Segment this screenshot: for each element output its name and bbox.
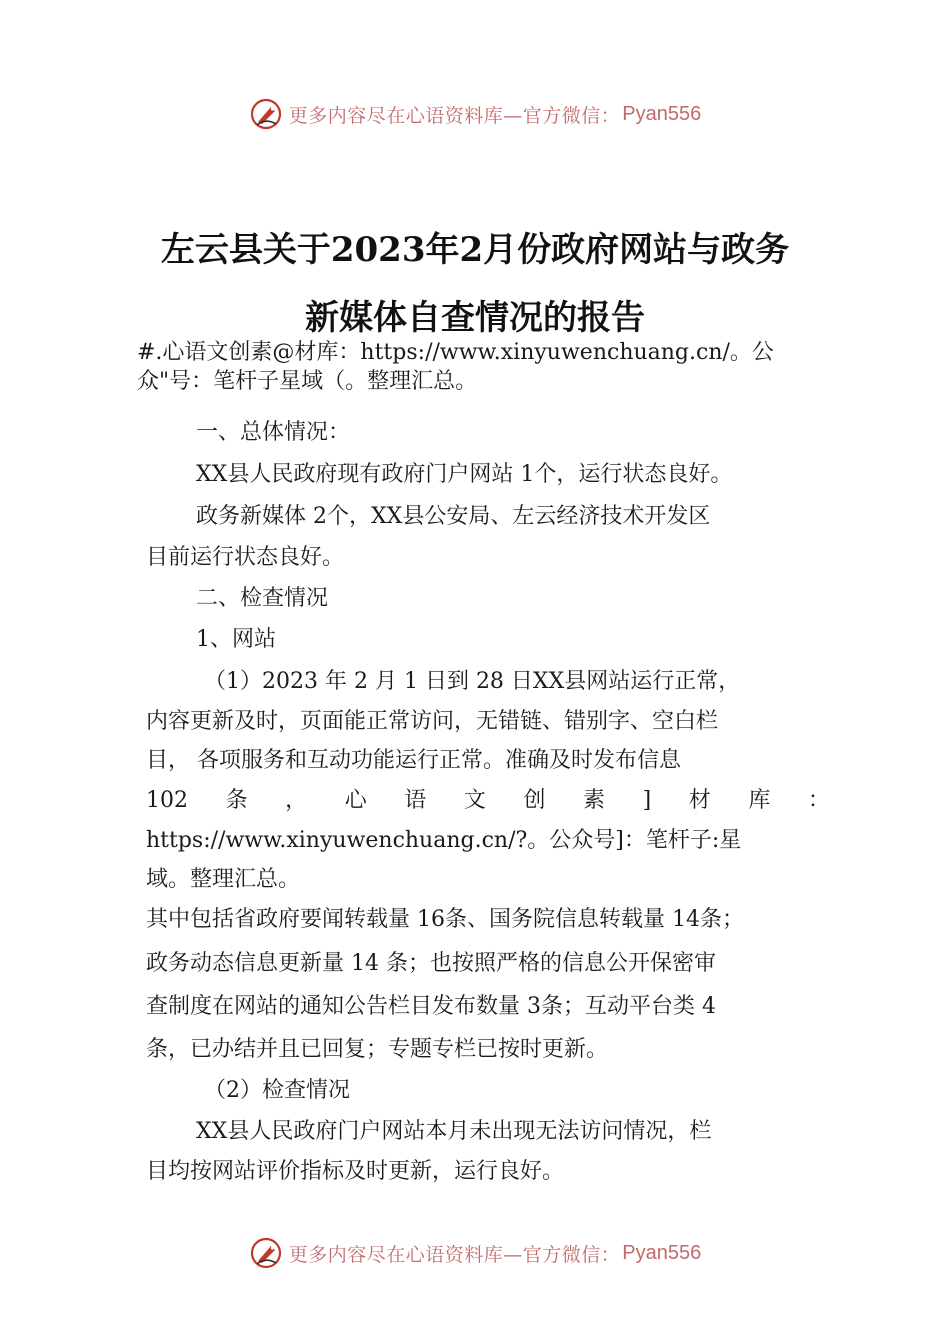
paragraph-line: （1）2023 年 2 月 1 日到 28 日XX县网站运行正常， — [204, 669, 741, 694]
source-note-line2: 众"号：笔杆子星域（。整理汇总。 — [137, 369, 478, 394]
justified-token: 创 — [523, 788, 546, 813]
justified-token: 素 — [583, 788, 606, 813]
justified-token: 心 — [344, 788, 367, 813]
section-heading-inspection: 二、检查情况 — [196, 586, 329, 611]
justified-token: ， — [285, 788, 308, 813]
subsection-heading-website: 1、网站 — [196, 627, 276, 652]
pen-nib-logo-icon — [249, 1236, 283, 1270]
source-note-line1: #.心语文创素@材库：https://www.xinyuwenchuang.cn/。公 — [137, 340, 774, 365]
justified-token: 材 — [688, 788, 711, 813]
document-title-line1: 左云县关于2023年2月份政府网站与政务 — [160, 230, 790, 270]
banner-text: 更多内容尽在心语资料库—官方微信： — [288, 1243, 621, 1266]
justified-token: 语 — [404, 788, 427, 813]
justified-token: ： — [807, 788, 830, 813]
paragraph-line: XX县人民政府门户网站本月未出现无法访问情况，栏 — [196, 1119, 712, 1144]
paragraph-line: 目， 各项服务和互动功能运行正常。准确及时发布信息 — [146, 748, 681, 773]
justified-token: ] — [642, 788, 652, 813]
subsection-heading-check: （2）检查情况 — [204, 1078, 350, 1103]
banner-wechat-id: Pyan556 — [622, 1241, 702, 1264]
banner-wechat-id: Pyan556 — [622, 102, 702, 125]
justified-line — [146, 786, 830, 816]
footer-banner — [0, 1233, 950, 1273]
document-title-line2: 新媒体自查情况的报告 — [305, 298, 645, 338]
pen-nib-logo-icon — [249, 97, 283, 131]
paragraph-line: 目均按网站评价指标及时更新，运行良好。 — [146, 1159, 565, 1184]
paragraph-line: 条，已办结并且已回复；专题专栏已按时更新。 — [146, 1037, 609, 1062]
justified-token: 库 — [748, 788, 771, 813]
section-heading-overview: 一、总体情况： — [196, 420, 351, 445]
justified-token: 条 — [225, 788, 248, 813]
justified-token: 文 — [463, 788, 486, 813]
paragraph-line: 目前运行状态良好。 — [146, 545, 345, 570]
paragraph-line: 其中包括省政府要闻转载量 16条、国务院信息转载量 14条； — [146, 907, 744, 932]
paragraph-line: XX县人民政府现有政府门户网站 1个，运行状态良好。 — [196, 462, 733, 487]
paragraph-line: 政务新媒体 2个，XX县公安局、左云经济技术开发区 — [196, 504, 711, 529]
banner-text: 更多内容尽在心语资料库—官方微信： — [288, 104, 621, 127]
paragraph-line: 政务动态信息更新量 14 条；也按照严格的信息公开保密审 — [146, 951, 716, 976]
paragraph-line: 内容更新及时，页面能正常访问，无错链、错别字、空白栏 — [146, 709, 719, 734]
paragraph-line: 域。整理汇总。 — [146, 867, 301, 892]
header-banner — [0, 94, 950, 134]
paragraph-line: 查制度在网站的通知公告栏目发布数量 3条；互动平台类 4 — [146, 994, 716, 1019]
paragraph-line: https://www.xinyuwenchuang.cn/?。公众号]：笔杆子:星 — [146, 828, 742, 853]
justified-token: 102 — [146, 788, 188, 813]
